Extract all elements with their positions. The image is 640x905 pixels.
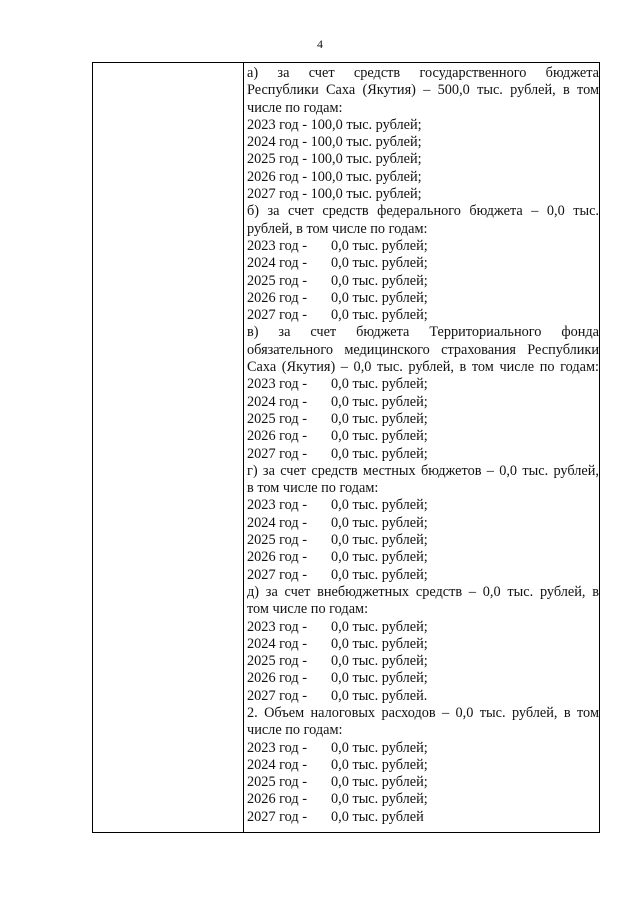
year-label: 2027 год - [247,445,308,462]
funding-table [92,62,600,833]
year-label: 2025 год - [247,410,308,427]
amount-value: 0,0 тыс. рублей. [331,687,428,704]
funding-details-cell [247,65,599,826]
text-line: 2. Объем налоговых расходов – 0,0 тыс. рублей, в том [247,704,599,721]
year-label: 2023 год - [247,237,308,254]
page-number: 4 [317,37,323,51]
year-label: 2027 год - [247,307,308,324]
year-label: 2025 год - [247,774,308,791]
year-label: 2027 год - [247,687,308,704]
year-label: 2024 год - [247,255,308,272]
year-label: 2023 год - [247,618,308,635]
text-line: а) за счет средств государственного бюджета [247,65,599,81]
amount-value: 0,0 тыс. рублей; [331,393,428,410]
text-line: обязательного медицинского страхования Республики [247,341,599,358]
year-amount-line [247,376,599,393]
amount-value: 0,0 тыс. рублей; [331,653,428,670]
year-amount-line [247,290,599,307]
year-amount-line [247,757,599,774]
amount-value: 0,0 тыс. рублей; [331,272,428,289]
year-amount-line [247,653,599,670]
amount-value: 0,0 тыс. рублей; [331,497,428,514]
year-amount-line [247,273,599,290]
year-amount-line [247,411,599,428]
amount-value: 0,0 тыс. рублей; [331,774,428,791]
amount-value: 0,0 тыс. рублей; [331,514,428,531]
year-amount-line [247,740,599,757]
text-line: том числе по годам: [247,601,369,618]
year-label: 2024 год - [247,756,308,773]
year-amount-line [247,428,599,445]
year-label: 2026 год - [247,289,308,306]
year-amount-line [247,619,599,636]
year-amount-line [247,688,599,705]
text-line: б) за счет средств федерального бюджета – 0,0 тыс. [247,203,599,220]
year-amount-line [247,238,599,255]
text-line: в) за счет бюджета Территориального фонда [247,324,599,341]
amount-value: 0,0 тыс. рублей; [331,566,428,583]
year-amount-line [247,497,599,514]
year-label: 2025 год - [247,532,308,549]
year-amount-line [247,255,599,272]
text-line: в том числе по годам: [247,480,379,497]
amount-value: 0,0 тыс. рублей; [331,549,428,566]
year-label: 2026 год - [247,670,308,687]
text-line: Республики Саха (Якутия) – 500,0 тыс. рублей, в том [247,82,599,99]
text-line: Саха (Якутия) – 0,0 тыс. рублей, в том числе по годам: [247,359,599,376]
text-line: числе по годам: [247,99,343,116]
text-line: 2025 год - 100,0 тыс. рублей; [247,151,422,168]
year-amount-line [247,791,599,808]
text-line: 2023 год - 100,0 тыс. рублей; [247,116,422,133]
text-line: д) за счет внебюджетных средств – 0,0 тыс. рублей, в [247,583,599,600]
year-label: 2023 год - [247,376,308,393]
year-label: 2024 год - [247,635,308,652]
amount-value: 0,0 тыс. рублей; [331,791,428,808]
amount-value: 0,0 тыс. рублей; [331,532,428,549]
amount-value: 0,0 тыс. рублей; [331,410,428,427]
amount-value: 0,0 тыс. рублей; [331,618,428,635]
year-label: 2026 год - [247,549,308,566]
year-amount-line [247,670,599,687]
year-amount-line [247,774,599,791]
year-amount-line [247,809,599,826]
year-label: 2024 год - [247,514,308,531]
year-amount-line [247,446,599,463]
amount-value: 0,0 тыс. рублей; [331,237,428,254]
year-label: 2026 год - [247,428,308,445]
table-left-cell [93,63,244,832]
year-amount-line [247,567,599,584]
year-amount-line [247,307,599,324]
text-line: 2024 год - 100,0 тыс. рублей; [247,134,422,151]
year-amount-line [247,549,599,566]
amount-value: 0,0 тыс. рублей; [331,670,428,687]
amount-value: 0,0 тыс. рублей; [331,445,428,462]
amount-value: 0,0 тыс. рублей; [331,739,428,756]
year-label: 2027 год - [247,808,308,825]
year-label: 2025 год - [247,653,308,670]
amount-value: 0,0 тыс. рублей; [331,428,428,445]
year-label: 2023 год - [247,739,308,756]
year-label: 2024 год - [247,393,308,410]
year-amount-line [247,532,599,549]
year-amount-line [247,636,599,653]
amount-value: 0,0 тыс. рублей [331,808,424,825]
year-amount-line [247,394,599,411]
year-label: 2026 год - [247,791,308,808]
text-line: числе по годам: [247,722,343,739]
year-amount-line [247,515,599,532]
text-line: 2026 год - 100,0 тыс. рублей; [247,168,422,185]
year-label: 2025 год - [247,272,308,289]
amount-value: 0,0 тыс. рублей; [331,756,428,773]
amount-value: 0,0 тыс. рублей; [331,255,428,272]
text-line: г) за счет средств местных бюджетов – 0,0 тыс. рублей, [247,462,599,479]
year-label: 2027 год - [247,566,308,583]
amount-value: 0,0 тыс. рублей; [331,307,428,324]
amount-value: 0,0 тыс. рублей; [331,635,428,652]
text-line: рублей, в том числе по годам: [247,220,428,237]
text-line: 2027 год - 100,0 тыс. рублей; [247,186,422,203]
amount-value: 0,0 тыс. рублей; [331,289,428,306]
year-label: 2023 год - [247,497,308,514]
amount-value: 0,0 тыс. рублей; [331,376,428,393]
